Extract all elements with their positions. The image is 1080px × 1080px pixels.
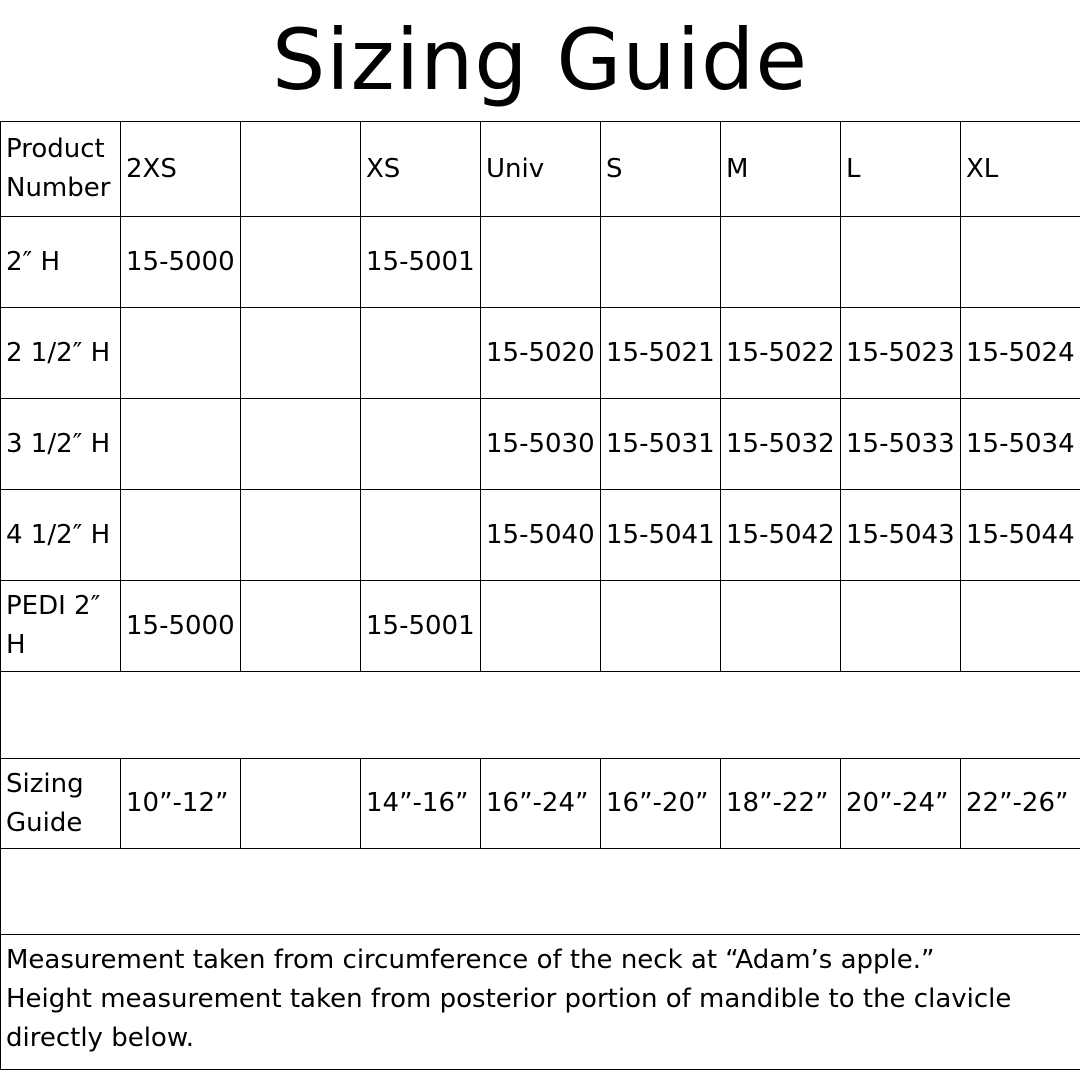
table-cell: 15-5033 <box>841 399 961 490</box>
spacer-cell <box>1 849 1080 935</box>
row-label: 3 1/2″ H <box>1 399 121 490</box>
row-label: 4 1/2″ H <box>1 490 121 581</box>
row-label: PEDI 2″ H <box>1 581 121 672</box>
table-row <box>1 308 1080 399</box>
header-label: Product Number <box>1 122 121 217</box>
sizing-cell: 10”-12” <box>121 759 241 849</box>
table-cell <box>121 308 241 399</box>
table-cell: 15-5040 <box>481 490 601 581</box>
table-cell <box>481 581 601 672</box>
table-cell: 15-5031 <box>601 399 721 490</box>
notes-cell <box>1 935 1080 1070</box>
table-cell <box>241 581 361 672</box>
table-cell: 15-5043 <box>841 490 961 581</box>
sizing-cell: 16”-20” <box>601 759 721 849</box>
row-label: 2″ H <box>1 217 121 308</box>
table-cell: 15-5023 <box>841 308 961 399</box>
table-cell: 15-5042 <box>721 490 841 581</box>
sizing-cell: 20”-24” <box>841 759 961 849</box>
spacer-row <box>1 849 1080 935</box>
header-size-2xs: 2XS <box>121 122 241 217</box>
header-size-xs: XS <box>361 122 481 217</box>
table-cell: 15-5032 <box>721 399 841 490</box>
sizing-cell: 18”-22” <box>721 759 841 849</box>
table-cell <box>601 217 721 308</box>
table-cell <box>721 217 841 308</box>
table-cell <box>241 490 361 581</box>
header-size-m: M <box>721 122 841 217</box>
table-cell: 15-5020 <box>481 308 601 399</box>
table-cell <box>841 217 961 308</box>
table-cell: 15-5001 <box>361 217 481 308</box>
spacer-cell <box>1 672 1080 759</box>
header-size-xl: XL <box>961 122 1080 217</box>
sizing-cell: 16”-24” <box>481 759 601 849</box>
table-cell: 15-5022 <box>721 308 841 399</box>
table-cell <box>481 217 601 308</box>
table-cell: 15-5000 <box>121 581 241 672</box>
table-cell: 15-5000 <box>121 217 241 308</box>
table-cell: 15-5024 <box>961 308 1080 399</box>
sizing-cell: 14”-16” <box>361 759 481 849</box>
spacer-row <box>1 672 1080 759</box>
table-cell <box>721 581 841 672</box>
table-cell <box>961 217 1080 308</box>
table-cell: 15-5034 <box>961 399 1080 490</box>
table-cell: 15-5021 <box>601 308 721 399</box>
notes-row <box>1 935 1080 1070</box>
table-cell <box>121 399 241 490</box>
table-cell <box>601 581 721 672</box>
table-cell <box>361 490 481 581</box>
table-row <box>1 490 1080 581</box>
table-cell <box>361 308 481 399</box>
table-cell <box>241 217 361 308</box>
page-title: Sizing Guide <box>271 11 808 109</box>
table-cell: 15-5001 <box>361 581 481 672</box>
sizing-cell <box>241 759 361 849</box>
header-row <box>1 122 1080 217</box>
table-cell: 15-5044 <box>961 490 1080 581</box>
table-cell <box>121 490 241 581</box>
table-cell <box>361 399 481 490</box>
sizing-cell: 22”-26” <box>961 759 1080 849</box>
note-line-2: Height measurement taken from posterior portion of mandible to the clavicle directly below. <box>6 984 1012 1053</box>
table-cell <box>241 399 361 490</box>
row-label: 2 1/2″ H <box>1 308 121 399</box>
header-size-blank <box>241 122 361 217</box>
table-row <box>1 581 1080 672</box>
table-cell <box>241 308 361 399</box>
table-cell: 15-5030 <box>481 399 601 490</box>
table-cell <box>961 581 1080 672</box>
header-size-univ: Univ <box>481 122 601 217</box>
table-row <box>1 217 1080 308</box>
sizing-label: Sizing Guide <box>1 759 121 849</box>
table-cell <box>841 581 961 672</box>
sizing-table <box>0 121 1080 1070</box>
header-size-s: S <box>601 122 721 217</box>
sizing-row <box>1 759 1080 849</box>
header-size-l: L <box>841 122 961 217</box>
note-line-1: Measurement taken from circumference of the neck at “Adam’s apple.” <box>6 945 935 975</box>
table-cell: 15-5041 <box>601 490 721 581</box>
table-row <box>1 399 1080 490</box>
